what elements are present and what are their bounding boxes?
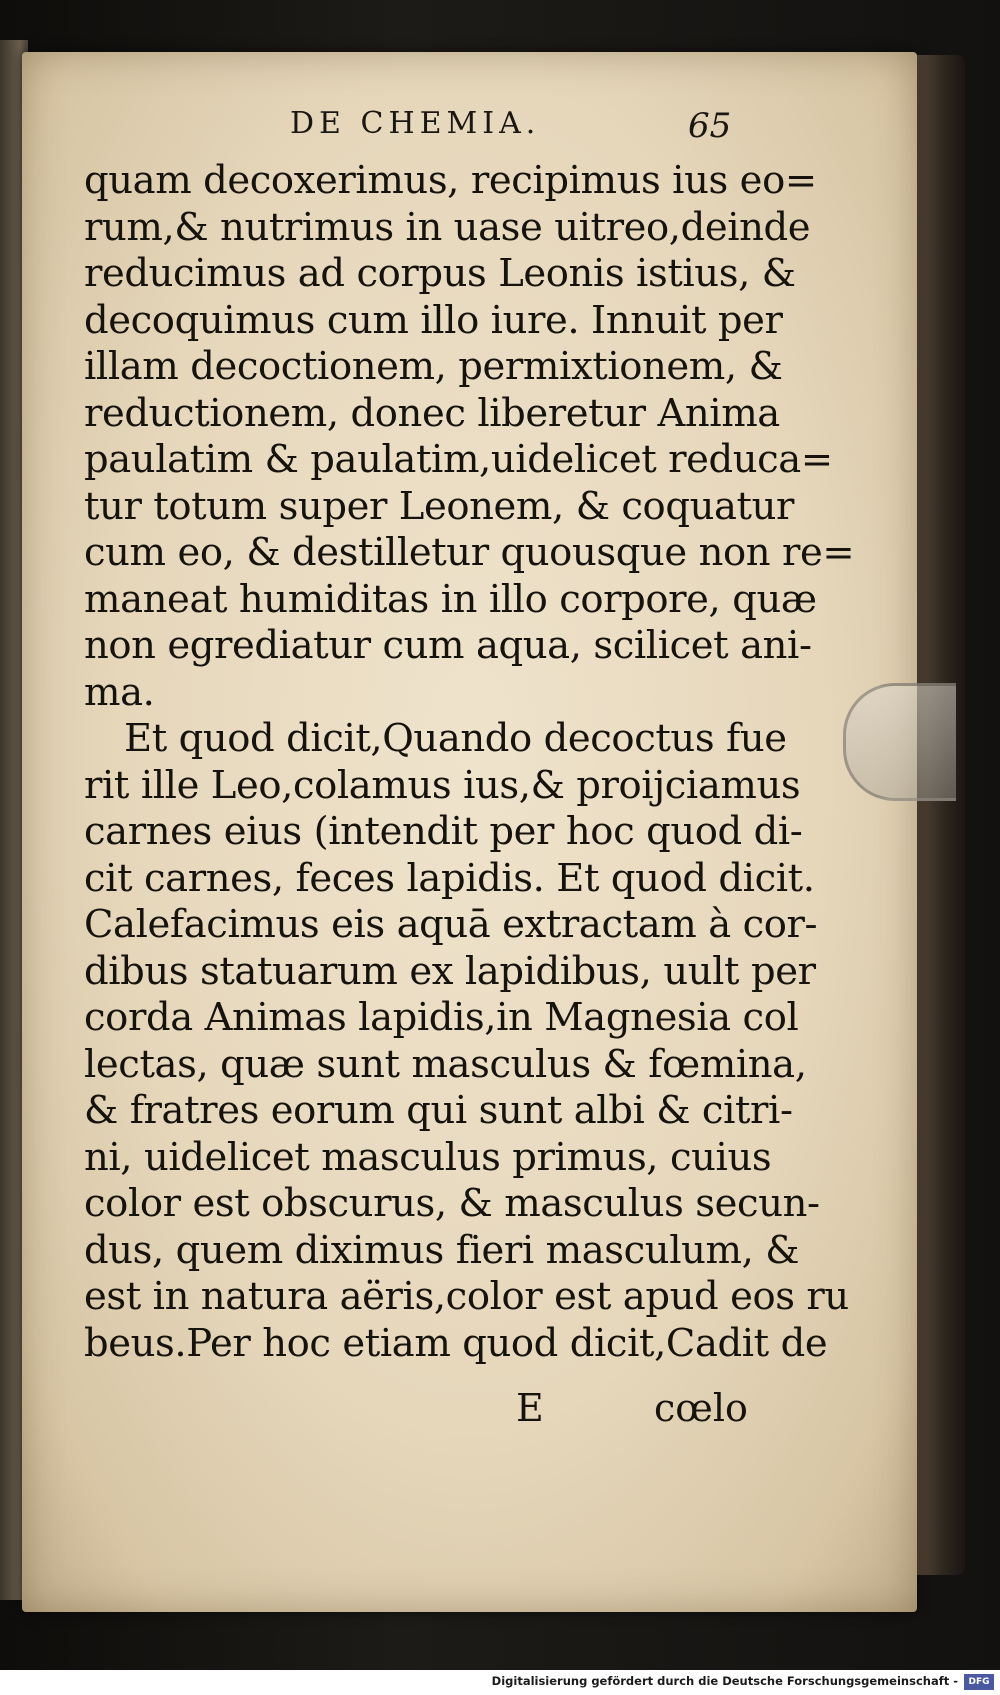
text-line: Calefacimus eis aquā extractam à cor- — [84, 902, 818, 947]
text-line: quam decoxerimus, recipimus ius eo= — [84, 158, 817, 203]
text-line: ma. — [84, 669, 155, 715]
text-line: beus.Per hoc etiam quod dicit,Cadit de — [84, 1320, 828, 1366]
signature-mark: E — [516, 1386, 544, 1430]
text-line: reductionem, donec liberetur Anima — [84, 390, 780, 436]
running-head: DE CHEMIA. — [290, 106, 541, 141]
text-line: maneat humiditas in illo corpore, quæ — [84, 576, 817, 622]
page-number: 65 — [688, 106, 732, 146]
text-line: dibus statuarum ex lapidibus, uult per — [84, 948, 816, 994]
catchword: cœlo — [654, 1386, 748, 1430]
text-line: reducimus ad corpus Leonis istius, & — [84, 251, 796, 296]
text-line: est in natura aëris,color est apud eos ru — [84, 1274, 849, 1319]
text-line: tur totum super Leonem, & coquatur — [84, 483, 795, 529]
text-line: Et quod dicit,Quando decoctus fue — [124, 716, 787, 761]
footer-bar — [0, 1670, 1000, 1695]
text-line: cit carnes, feces lapidis. Et quod dicit. — [84, 855, 815, 901]
text-line: rum,& nutrimus in uase uitreo,deinde — [84, 204, 811, 250]
page-clip — [843, 683, 956, 801]
text-line: cum eo, & destilletur quousque non re= — [84, 530, 855, 575]
text-line: decoquimus cum illo iure. Innuit per — [84, 297, 783, 343]
text-line: ni, uidelicet masculus primus, cuius — [84, 1134, 772, 1180]
funding-credit: Digitalisierung gefördert durch die Deutsche Forschungsgemeinschaft - — [491, 1674, 958, 1688]
text-line: carnes eius (intendit per hoc quod di- — [84, 809, 803, 854]
text-line: color est obscurus, & masculus secun- — [84, 1181, 820, 1226]
text-block — [84, 158, 855, 1367]
text-line: dus, quem diximus fieri masculum, & — [84, 1227, 800, 1273]
text-line: corda Animas lapidis,in Magnesia col — [84, 995, 799, 1040]
text-line: non egrediatur cum aqua, scilicet ani- — [84, 623, 812, 668]
text-line: illam decoctionem, permixtionem, & — [84, 344, 783, 389]
text-line: lectas, quæ sunt masculus & fœmina, — [84, 1041, 807, 1087]
text-line: & fratres eorum qui sunt albi & citri- — [84, 1088, 793, 1133]
text-line: paulatim & paulatim,uidelicet reduca= — [84, 437, 833, 482]
text-line: rit ille Leo,colamus ius,& proijciamus — [84, 762, 801, 808]
dfg-logo: DFG — [964, 1674, 994, 1690]
